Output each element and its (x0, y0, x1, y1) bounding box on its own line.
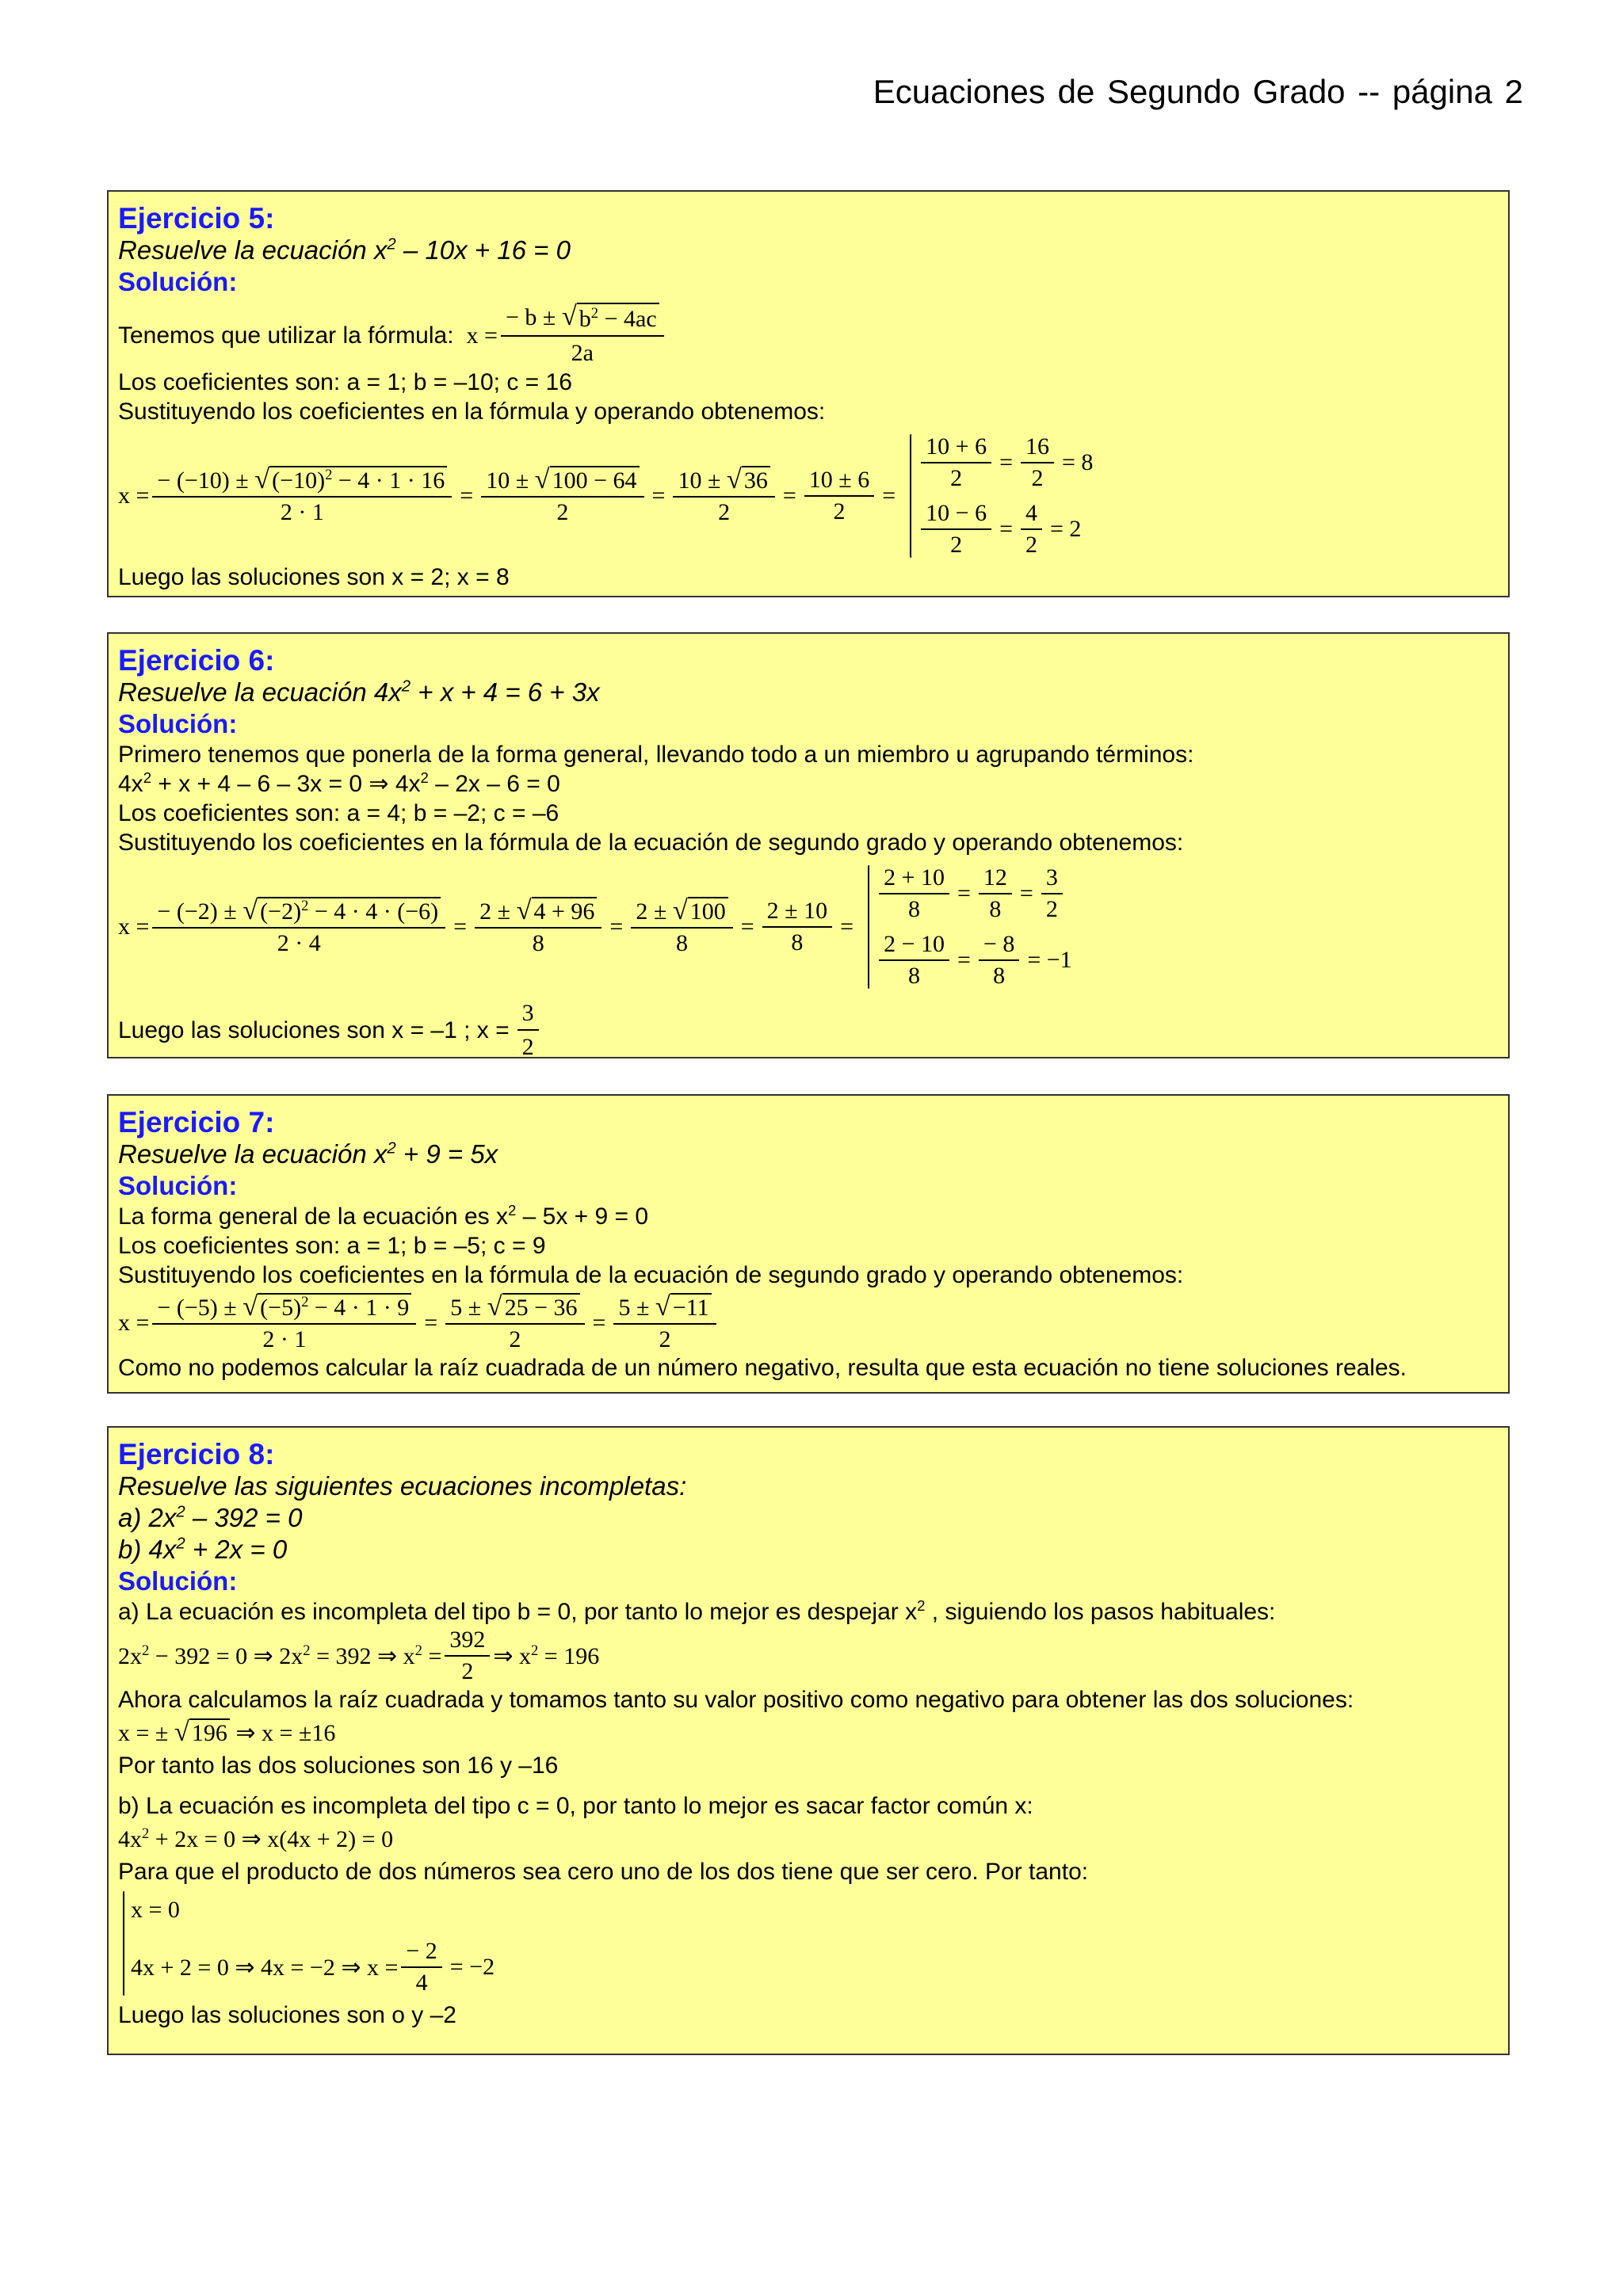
exercise-title: Ejercicio 5: (118, 202, 275, 235)
result-text: Como no podemos calcular la raíz cuadrada de un número negativo, resulta que esta ecuación no tiene soluciones reales. (118, 1355, 1407, 1381)
part-a-root: x = ± √ 196 ⇒ x = ±16 (118, 1717, 336, 1747)
part-b-product-text: Para que el producto de dos números sea cero uno de los dos tiene que ser cero. Por tanto: (118, 1859, 1089, 1885)
general-form-equation: $4x^2 + x + 4 - 6 - 3x = 0$ ⇒ $4x^2 - 2x - 6 = 0$ (118, 769, 560, 797)
part-a-text: a) La ecuación es incompleta del tipo b = 0, por tanto lo mejor es despejar $x^2$ , siguiendo los pasos habituales: (118, 1596, 1276, 1625)
solution-label: Solución: (118, 709, 238, 738)
part-a-result: Por tanto las dos soluciones son 16 y –16 (118, 1753, 559, 1779)
exercise-statement: Resuelve la ecuación $x^2 + 9 = 5x$ (118, 1138, 498, 1169)
exercise-title: Ejercicio 8: (118, 1438, 275, 1470)
equation-a: a) $2x^2 - 392 = 0$ (118, 1502, 303, 1532)
formula-line: Tenemos que utilizar la fórmula: x = − b ± √ $b^2 - 4ac$ 2a (118, 303, 1499, 368)
exercise-8-box (107, 1426, 1510, 2055)
result-text: Luego las soluciones son o y –2 (118, 2002, 456, 2028)
exercise-statement: Resuelve la ecuación $4x^2 + x + 4 = 6 + 3x$ (118, 677, 600, 707)
coefficients-text: Los coeficientes son: a = 1; b = –5; c = 9 (118, 1233, 546, 1259)
solution-label: Solución: (118, 1171, 238, 1200)
solution-derivation: x = − (−5) ± √ $(-5)^2 - 4 \cdot 1 \cdot 9$ 2 · 1 = 5 ± √ 25 − 36 2 = 5 ± √ −11 2 (118, 1293, 1499, 1353)
general-form-text: La forma general de la ecuación es $x^2 - 5x + 9 = 0$ (118, 1201, 649, 1230)
exercise-title: Ejercicio 6: (118, 644, 275, 677)
exercise-statement: Resuelve las siguientes ecuaciones incompletas: (118, 1471, 687, 1501)
equation-b: b) $4x^2 + 2x = 0$ (118, 1534, 288, 1564)
substitution-text: Sustituyendo los coeficientes en la fórmula y operando obtenemos: (118, 399, 826, 425)
solution-derivation: x = − (−2) ± √ $(-2)^2 - 4 \cdot 4 \cdot (-6)$ 2 · 4 = 2 ± √ 4 + 96 8 = 2 ± √ 100 8 = $\frac{2 \pm 10}{8}$ = $\frac{2 + 10}{8}$ = $\frac{12}{8}$ = $\frac{3}{2}$ $\frac{2 - 10}{8}$ = $\frac{- 8}{8}$ = −1 (118, 860, 1499, 994)
exercise-6-box (107, 632, 1510, 1058)
coefficients-text: Los coeficientes son: a = 1; b = –10; c = 16 (118, 369, 572, 395)
part-b-text: b) La ecuación es incompleta del tipo c = 0, por tanto lo mejor es sacar factor común x: (118, 1793, 1033, 1819)
general-form-text: Primero tenemos que ponerla de la forma general, llevando todo a un miembro u agrupando términos: (118, 742, 1194, 768)
part-a-root-text: Ahora calculamos la raíz cuadrada y tomamos tanto su valor positivo como negativo para obtener las dos soluciones: (118, 1687, 1354, 1713)
page-header: Ecuaciones de Segundo Grado -- página 2 (873, 73, 1523, 110)
part-a-derivation: $2x^2 - 392 = 0$ ⇒ $2x^2 = 392$ ⇒ $x^2$ = $\frac{392}{2}$ ⇒ $x^2 = 196$ (118, 1627, 600, 1684)
quadratic-formula: − b ± √ $b^2 - 4ac$ 2a (501, 303, 664, 368)
result-text: Luego las soluciones son x = –1 ; x = $\frac{3}{2}$ (118, 998, 1499, 1062)
substitution-text: Sustituyendo los coeficientes en la fórmula de la ecuación de segundo grado y operando obtenemos: (118, 1262, 1184, 1288)
exercise-title: Ejercicio 7: (118, 1106, 275, 1138)
solution-label: Solución: (118, 267, 238, 296)
part-b-cases: x = 0 4x + 2 = 0 ⇒ 4x = −2 ⇒ x = $\frac{- 2}{4}$ = −2 (118, 1886, 1499, 2000)
exercise-5-box (107, 190, 1510, 597)
solution-label: Solución: (118, 1566, 238, 1596)
exercise-statement: Resuelve la ecuación $x^2 - 10x + 16 = 0$ (118, 235, 571, 265)
coefficients-text: Los coeficientes son: a = 4; b = –2; c = –6 (118, 800, 559, 826)
result-text: Luego las soluciones son x = 2; x = 8 (118, 564, 510, 590)
exercise-7-box (107, 1094, 1510, 1394)
part-b-factor: $4x^2 + 2x = 0$ ⇒ x(4x + 2) = 0 (118, 1825, 394, 1852)
substitution-text: Sustituyendo los coeficientes en la fórmula de la ecuación de segundo grado y operando obtenemos: (118, 830, 1184, 856)
solution-derivation: x = − (−10) ± √ $(-10)^2 - 4 \cdot 1 \cdot 16$ 2 · 1 = 10 ± √ 100 − 64 2 = 10 ± √ 36 2 = $\frac{10 \pm 6}{2}$ = $\frac{10 + 6}{2}$ = $\frac{16}{2}$ = 8 $\frac{10 - 6}{2}$ = $\frac{4}{2}$ = 2 (118, 429, 1499, 563)
